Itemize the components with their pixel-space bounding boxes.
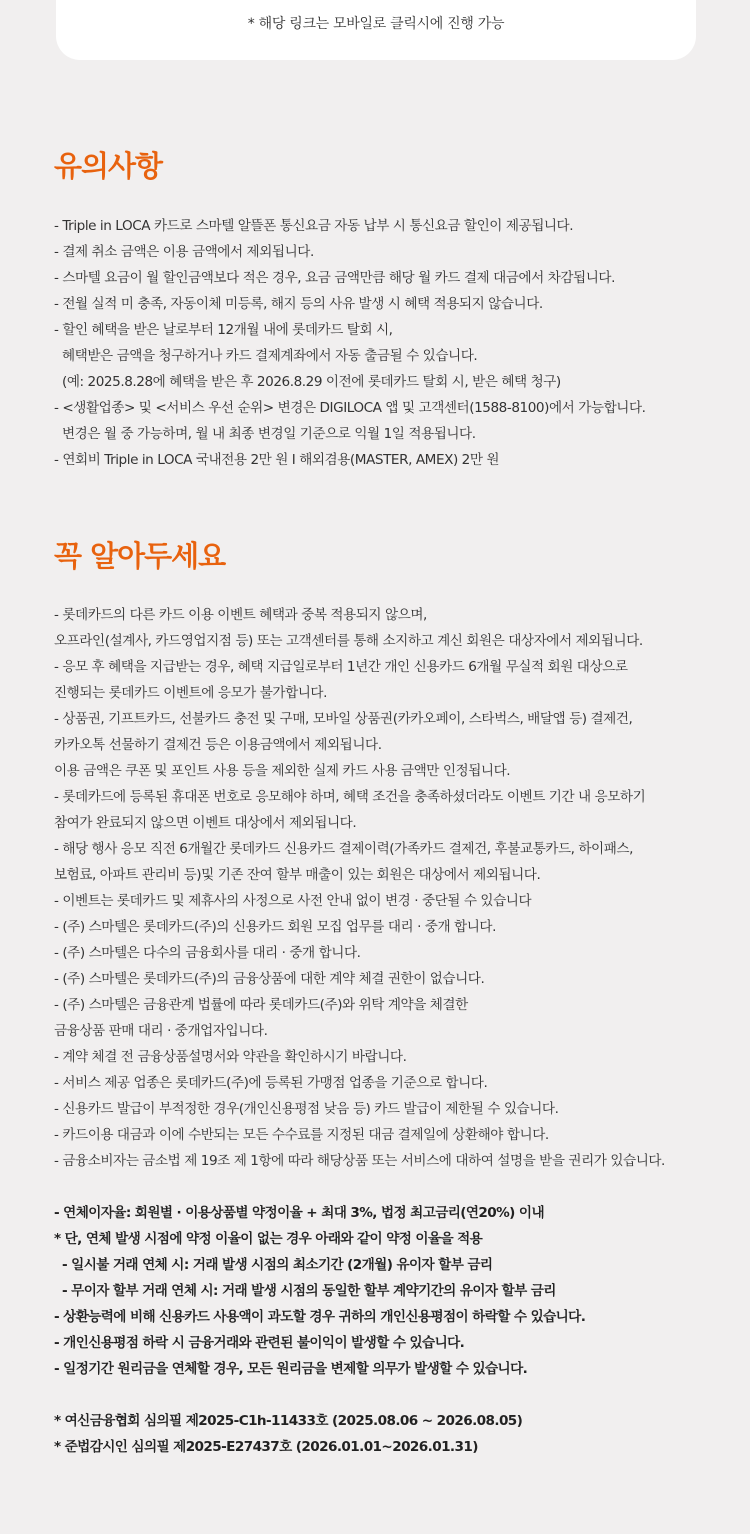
- must-know-item: - 신용카드 발급이 부적정한 경우(개인신용평점 낮음 등) 카드 발급이 제한될 수 있습니다.: [54, 1101, 559, 1117]
- spacer: [54, 1174, 665, 1200]
- must-know-item: 보험료, 아파트 관리비 등)및 기존 잔여 할부 매출이 있는 회원은 대상에서 제외됩니다.: [54, 867, 541, 883]
- review-number-item: * 준법감시인 심의필 제2025-E27437호 (2026.01.01~2026.01.31): [54, 1439, 478, 1455]
- notice-item: 혜택받은 금액을 청구하거나 카드 결제계좌에서 자동 출금될 수 있습니다.: [62, 348, 478, 364]
- must-know-item: - 카드이용 대금과 이에 수반되는 모든 수수료를 지정된 대금 결제일에 상환해야 합니다.: [54, 1127, 549, 1143]
- notice-item: 변경은 월 중 가능하며, 월 내 최종 변경일 기준으로 익월 1일 적용됩니다.: [62, 426, 476, 442]
- annual-fee-item: - 연회비 Triple in LOCA 국내전용 2만 원 I 해외겸용(MASTER, AMEX) 2만 원: [54, 452, 500, 468]
- must-know-item: 이용 금액은 쿠폰 및 포인트 사용 등을 제외한 실제 카드 사용 금액만 인정됩니다.: [54, 763, 511, 779]
- credit-warning-item: - 상환능력에 비해 신용카드 사용액이 과도할 경우 귀하의 개인신용평점이 하락할 수 있습니다.: [54, 1309, 586, 1325]
- must-know-item: 금융상품 판매 대리 · 중개업자입니다.: [54, 1023, 268, 1039]
- must-know-item: - 금융소비자는 금소법 제 19조 제 1항에 따라 해당상품 또는 서비스에 대하여 설명을 받을 권리가 있습니다.: [54, 1153, 665, 1169]
- must-know-item: 카카오톡 선물하기 결제건 등은 이용금액에서 제외됩니다.: [54, 737, 382, 753]
- notice-item: - 결제 취소 금액은 이용 금액에서 제외됩니다.: [54, 244, 314, 260]
- must-know-item: 오프라인(설계사, 카드영업지점 등) 또는 고객센터를 통해 소지하고 계신 회원은 대상자에서 제외됩니다.: [54, 633, 643, 649]
- notice-title: 유의사항: [54, 149, 163, 183]
- notice-item: - 스마텔 요금이 월 할인금액보다 적은 경우, 요금 금액만큼 해당 월 카드 결제 대금에서 차감됩니다.: [54, 270, 615, 286]
- notice-section: [54, 148, 714, 468]
- must-know-item: - (주) 스마텔은 금융관계 법률에 따라 롯데카드(주)와 위탁 계약을 체결한: [54, 997, 468, 1013]
- must-know-item: - (주) 스마텔은 다수의 금융회사를 대리 · 중개 합니다.: [54, 945, 361, 961]
- credit-warning-item: - 일정기간 원리금을 연체할 경우, 모든 원리금을 변제할 의무가 발생할 수 있습니다.: [54, 1361, 528, 1377]
- must-know-list: [54, 602, 665, 1460]
- must-know-item: - 롯데카드에 등록된 휴대폰 번호로 응모해야 하며, 혜택 조건을 충족하셨더라도 이벤트 기간 내 응모하기: [54, 789, 646, 805]
- must-know-item: - (주) 스마텔은 롯데카드(주)의 금융상품에 대한 계약 체결 권한이 없습니다.: [54, 971, 485, 987]
- must-know-item: - 서비스 제공 업종은 롯데카드(주)에 등록된 가맹점 업종을 기준으로 합니다.: [54, 1075, 488, 1091]
- review-number-item: * 여신금융협회 심의필 제2025-C1h-11433호 (2025.08.06 ~ 2026.08.05): [54, 1413, 523, 1429]
- notice-item: (예: 2025.8.28에 혜택을 받은 후 2026.8.29 이전에 롯데카드 탈회 시, 받은 혜택 청구): [62, 374, 561, 390]
- must-know-item: - 계약 체결 전 금융상품설명서와 약관을 확인하시기 바랍니다.: [54, 1049, 407, 1065]
- must-know-item: - (주) 스마텔은 롯데카드(주)의 신용카드 회원 모집 업무를 대리 · 중개 합니다.: [54, 919, 496, 935]
- must-know-item: - 응모 후 혜택을 지급받는 경우, 혜택 지급일로부터 1년간 개인 신용카드 6개월 무실적 회원 대상으로: [54, 659, 628, 675]
- credit-warning-item: - 개인신용평점 하락 시 금융거래와 관련된 불이익이 발생할 수 있습니다.: [54, 1335, 465, 1351]
- must-know-item: - 이벤트는 롯데카드 및 제휴사의 사정으로 사전 안내 없이 변경 · 중단될 수 있습니다: [54, 893, 532, 909]
- spacer: [54, 1382, 665, 1408]
- notice-item: - Triple in LOCA 카드로 스마텔 알뜰폰 통신요금 자동 납부 시 통신요금 할인이 제공됩니다.: [54, 218, 574, 234]
- must-know-item: 진행되는 롯데카드 이벤트에 응모가 불가합니다.: [54, 685, 327, 701]
- must-know-title: 꼭 알아두세요: [54, 539, 226, 573]
- must-know-item: 참여가 완료되지 않으면 이벤트 대상에서 제외됩니다.: [54, 815, 357, 831]
- must-know-item: - 롯데카드의 다른 카드 이용 이벤트 혜택과 중복 적용되지 않으며,: [54, 607, 427, 623]
- overdue-interest-item: * 단, 연체 발생 시점에 약정 이율이 없는 경우 아래와 같이 약정 이율을 적용: [54, 1231, 483, 1247]
- must-know-section: [54, 538, 714, 1455]
- overdue-interest-item: - 연체이자율: 회원별 · 이용상품별 약정이율 + 최대 3%, 법정 최고금리(연20%) 이내: [54, 1205, 544, 1221]
- notice-item: - <생활업종> 및 <서비스 우선 순위> 변경은 DIGILOCA 앱 및 고객센터(1588-8100)에서 가능합니다.: [54, 400, 646, 416]
- must-know-item: - 상품권, 기프트카드, 선불카드 충전 및 구매, 모바일 상품권(카카오페이, 스타벅스, 배달앱 등) 결제건,: [54, 711, 633, 727]
- notice-item: - 전월 실적 미 충족, 자동이체 미등록, 해지 등의 사유 발생 시 혜택 적용되지 않습니다.: [54, 296, 543, 312]
- must-know-item: - 해당 행사 응모 직전 6개월간 롯데카드 신용카드 결제이력(가족카드 결제건, 후불교통카드, 하이패스,: [54, 841, 633, 857]
- notice-item: - 할인 혜택을 받은 날로부터 12개월 내에 롯데카드 탈회 시,: [54, 322, 393, 338]
- mobile-link-note: * 해당 링크는 모바일로 클릭시에 진행 가능: [247, 16, 505, 32]
- overdue-interest-item: - 무이자 할부 거래 연체 시: 거래 발생 시점의 동일한 할부 계약기간의 유이자 할부 금리: [62, 1283, 556, 1299]
- overdue-interest-item: - 일시불 거래 연체 시: 거래 발생 시점의 최소기간 (2개월) 유이자 할부 금리: [62, 1257, 493, 1273]
- top-notice-card: [56, 0, 696, 60]
- notice-list: [54, 213, 646, 473]
